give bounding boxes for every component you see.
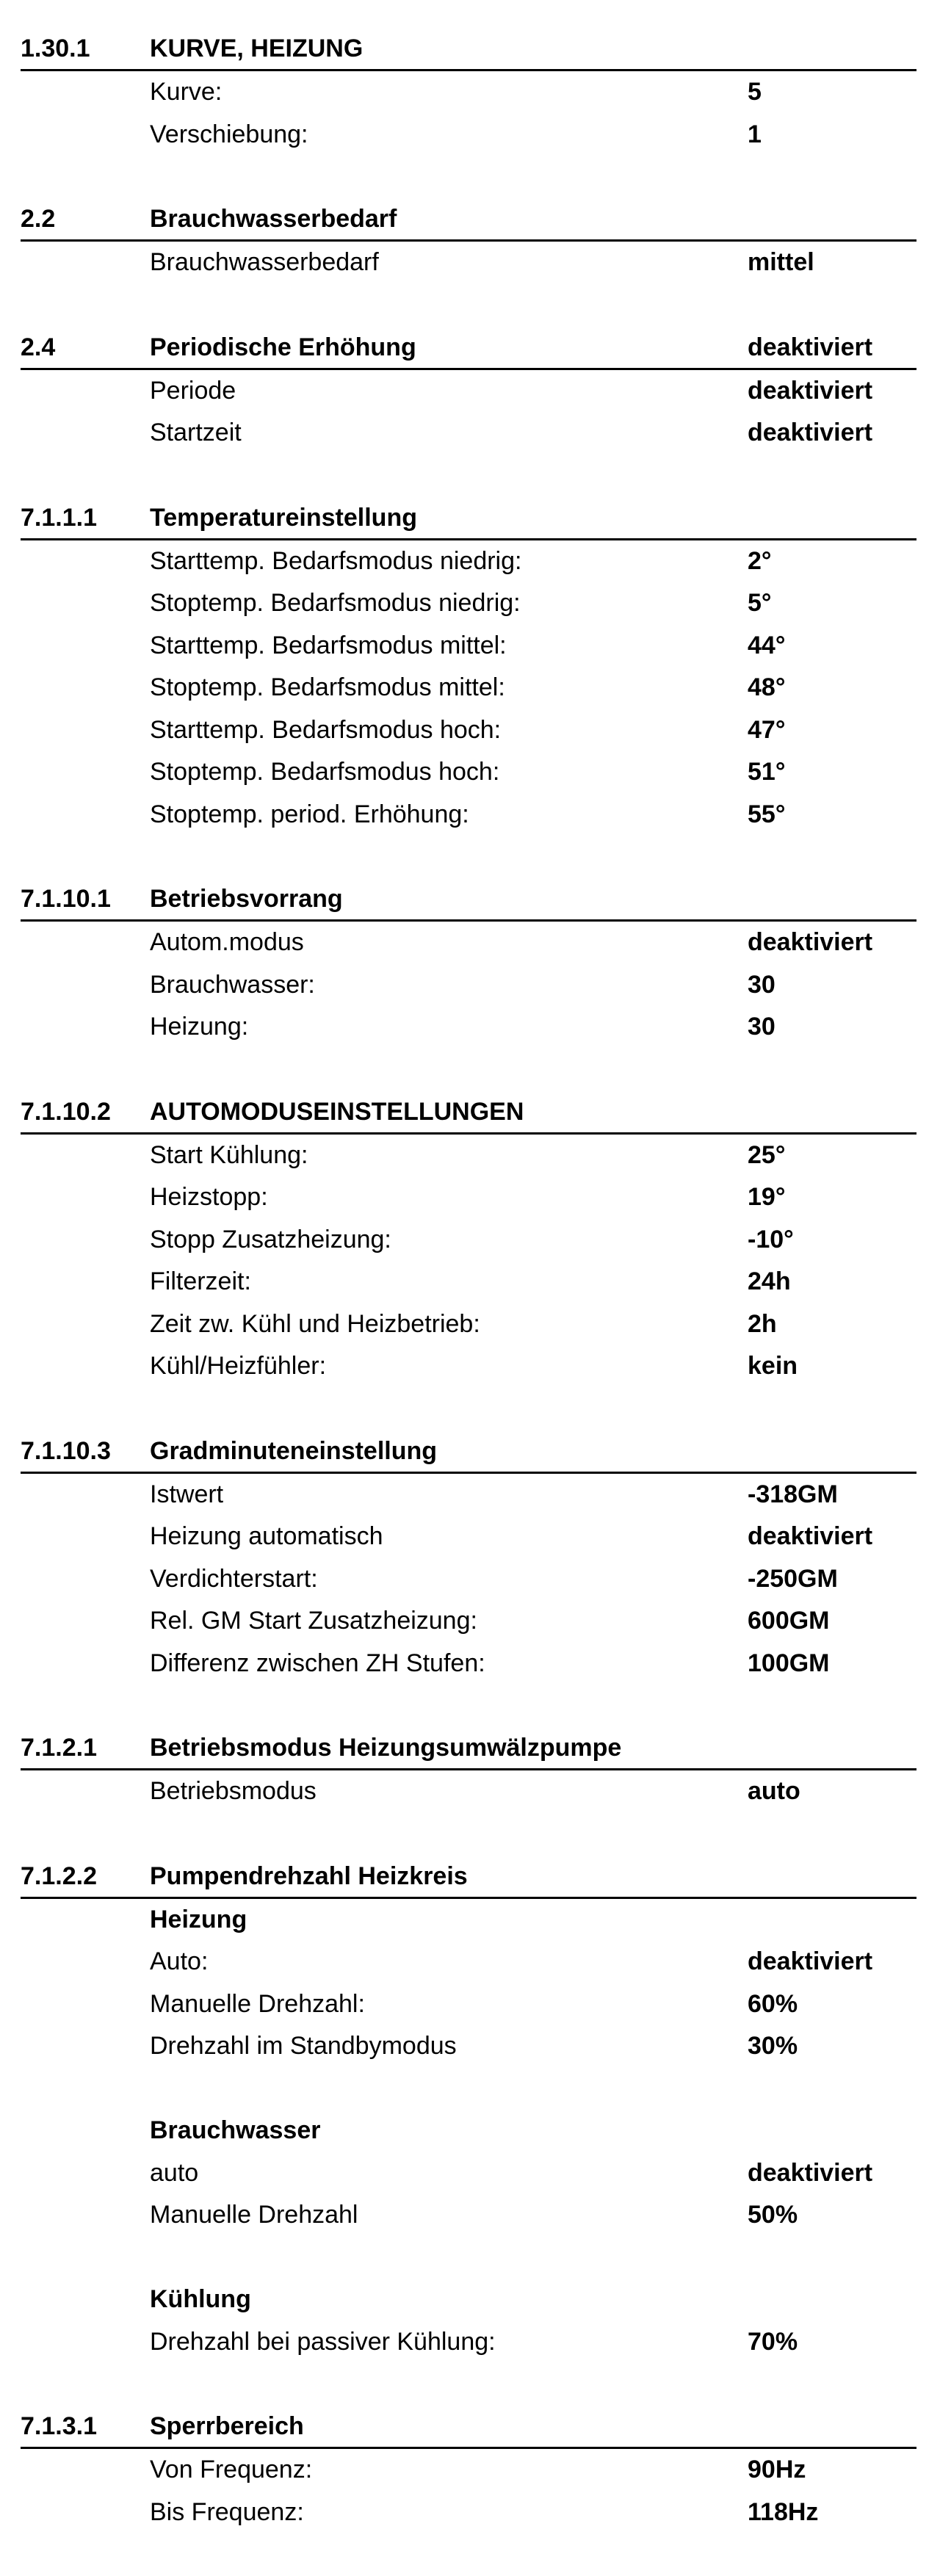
- setting-label: Heizung:: [150, 1013, 249, 1041]
- setting-value: 24h: [748, 1267, 791, 1295]
- setting-label: Auto:: [150, 1947, 209, 1975]
- setting-row: [21, 370, 916, 413]
- setting-row: [21, 964, 916, 1007]
- settings-section: [21, 327, 916, 455]
- setting-label: Bis Frequenz:: [150, 2497, 304, 2526]
- section-title: Sperrbereich: [150, 2412, 304, 2440]
- section-header: [21, 28, 916, 71]
- setting-value: 25°: [748, 1140, 786, 1169]
- setting-value: 70%: [748, 2327, 798, 2356]
- setting-label: Brauchwasserbedarf: [150, 248, 379, 276]
- setting-row: [21, 2492, 916, 2534]
- section-title: Betriebsvorrang: [150, 885, 343, 913]
- setting-rows: [21, 1135, 916, 1388]
- setting-value: 60%: [748, 1989, 798, 2018]
- setting-label: Von Frequenz:: [150, 2456, 313, 2483]
- setting-label: Rel. GM Start Zusatzheizung:: [150, 1607, 477, 1635]
- setting-value: deaktiviert: [748, 1947, 873, 1975]
- setting-label: Istwert: [150, 1480, 224, 1508]
- settings-document: [21, 28, 916, 2576]
- setting-label: Autom.modus: [150, 928, 304, 956]
- subsection-heading-row: [21, 2279, 916, 2321]
- setting-row: [21, 625, 916, 667]
- setting-row: [21, 1219, 916, 1262]
- setting-rows: [21, 242, 916, 284]
- setting-value: 48°: [748, 673, 786, 701]
- subsection-title: Heizung: [150, 1905, 247, 1933]
- setting-rows: [21, 1474, 916, 1685]
- setting-value: 90Hz: [748, 2456, 806, 2483]
- section-header: [21, 1430, 916, 1474]
- section-header: [21, 497, 916, 540]
- setting-rows: [21, 540, 916, 836]
- section-title: KURVE, HEIZUNG: [150, 35, 364, 62]
- section-title: Pumpendrehzahl Heizkreis: [150, 1862, 468, 1890]
- setting-value: 47°: [748, 715, 786, 744]
- section-header: [21, 1856, 916, 1899]
- section-title: Betriebsmodus Heizungsumwälzpumpe: [150, 1734, 622, 1762]
- setting-rows: [21, 2449, 916, 2533]
- setting-value: mittel: [748, 248, 814, 276]
- setting-value: 19°: [748, 1183, 786, 1211]
- setting-row: [21, 1600, 916, 1643]
- setting-row: [21, 2025, 916, 2068]
- section-number: 7.1.2.1: [21, 1734, 97, 1762]
- setting-value: 30: [748, 970, 776, 999]
- setting-row: [21, 1558, 916, 1601]
- section-title: Brauchwasserbedarf: [150, 205, 397, 233]
- setting-row: [21, 2194, 916, 2237]
- row-spacer: [21, 2237, 916, 2279]
- setting-label: Brauchwasser:: [150, 970, 315, 999]
- setting-row: [21, 242, 916, 284]
- setting-rows: [21, 1899, 916, 2364]
- setting-row: [21, 540, 916, 583]
- setting-row: [21, 1643, 916, 1685]
- setting-value: 51°: [748, 758, 786, 786]
- section-number: 7.1.3.1: [21, 2412, 97, 2440]
- setting-label: Differenz zwischen ZH Stufen:: [150, 1649, 485, 1677]
- setting-row: [21, 794, 916, 836]
- section-header: [21, 327, 916, 370]
- section-number: 7.1.10.3: [21, 1436, 111, 1465]
- settings-section: [21, 1091, 916, 1388]
- section-number: 2.2: [21, 205, 56, 233]
- setting-value: deaktiviert: [748, 376, 873, 405]
- setting-value: auto: [748, 1777, 800, 1805]
- setting-label: Starttemp. Bedarfsmodus hoch:: [150, 715, 502, 744]
- setting-label: Zeit zw. Kühl und Heizbetrieb:: [150, 1309, 480, 1338]
- setting-row: [21, 71, 916, 114]
- settings-section: [21, 2406, 916, 2533]
- section-number: 2.4: [21, 333, 56, 361]
- setting-value: 5°: [748, 589, 772, 617]
- setting-value: -318GM: [748, 1480, 838, 1508]
- setting-value: -250GM: [748, 1564, 838, 1593]
- setting-value: kein: [748, 1352, 798, 1380]
- setting-label: auto: [150, 2158, 199, 2187]
- setting-row: [21, 1474, 916, 1516]
- setting-value: 118Hz: [748, 2497, 819, 2526]
- subsection-heading-row: [21, 1899, 916, 1942]
- settings-section: [21, 28, 916, 156]
- setting-row: [21, 1135, 916, 1177]
- setting-label: Stoptemp. Bedarfsmodus hoch:: [150, 758, 500, 786]
- setting-row: [21, 1345, 916, 1388]
- setting-label: Heizung automatisch: [150, 1522, 383, 1550]
- setting-row: [21, 1303, 916, 1346]
- setting-value: 2h: [748, 1309, 777, 1338]
- setting-label: Filterzeit:: [150, 1267, 251, 1295]
- settings-section: [21, 198, 916, 284]
- setting-row: [21, 582, 916, 625]
- section-title: Temperatureinstellung: [150, 503, 417, 532]
- setting-label: Periode: [150, 376, 236, 405]
- setting-row: [21, 751, 916, 794]
- setting-label: Manuelle Drehzahl: [150, 2201, 358, 2229]
- setting-row: [21, 2449, 916, 2492]
- section-number: 7.1.10.1: [21, 885, 111, 913]
- section-header-value: deaktiviert: [748, 333, 873, 361]
- setting-rows: [21, 922, 916, 1049]
- setting-row: [21, 2321, 916, 2364]
- setting-value: 100GM: [748, 1649, 830, 1677]
- row-spacer: [21, 2068, 916, 2110]
- setting-row: [21, 1176, 916, 1219]
- setting-value: deaktiviert: [748, 1522, 873, 1550]
- settings-section: [21, 497, 916, 836]
- setting-value: 44°: [748, 631, 786, 659]
- setting-label: Betriebsmodus: [150, 1777, 317, 1805]
- setting-label: Startzeit: [150, 419, 242, 446]
- section-header: [21, 1727, 916, 1770]
- setting-row: [21, 1261, 916, 1303]
- setting-label: Kurve:: [150, 78, 223, 106]
- section-title: Periodische Erhöhung: [150, 333, 416, 361]
- setting-label: Verschiebung:: [150, 120, 308, 148]
- setting-value: deaktiviert: [748, 2158, 873, 2187]
- setting-rows: [21, 370, 916, 455]
- settings-section: [21, 1430, 916, 1685]
- setting-label: Heizstopp:: [150, 1183, 268, 1211]
- setting-row: [21, 1006, 916, 1049]
- setting-label: Stopp Zusatzheizung:: [150, 1225, 391, 1253]
- section-header: [21, 198, 916, 242]
- setting-row: [21, 2152, 916, 2195]
- setting-label: Verdichterstart:: [150, 1564, 318, 1593]
- setting-label: Kühl/Heizfühler:: [150, 1352, 327, 1380]
- setting-label: Manuelle Drehzahl:: [150, 1989, 365, 2018]
- settings-section: [21, 1856, 916, 2364]
- subsection-title: Kühlung: [150, 2285, 251, 2313]
- setting-value: 30: [748, 1013, 776, 1041]
- setting-label: Stoptemp. Bedarfsmodus niedrig:: [150, 589, 521, 617]
- setting-label: Stoptemp. Bedarfsmodus mittel:: [150, 673, 505, 701]
- setting-rows: [21, 1770, 916, 1813]
- setting-value: 600GM: [748, 1607, 830, 1635]
- setting-label: Drehzahl bei passiver Kühlung:: [150, 2327, 496, 2356]
- setting-label: Start Kühlung:: [150, 1140, 308, 1169]
- section-number: 7.1.2.2: [21, 1862, 97, 1890]
- section-header: [21, 1091, 916, 1135]
- section-header: [21, 2406, 916, 2449]
- section-number: 7.1.1.1: [21, 503, 97, 532]
- setting-row: [21, 412, 916, 455]
- setting-row: [21, 709, 916, 752]
- setting-row: [21, 1516, 916, 1558]
- setting-row: [21, 667, 916, 709]
- setting-row: [21, 1941, 916, 1983]
- setting-label: Stoptemp. period. Erhöhung:: [150, 800, 469, 828]
- setting-value: 50%: [748, 2201, 798, 2229]
- setting-value: 55°: [748, 800, 786, 828]
- setting-row: [21, 1983, 916, 2026]
- setting-value: 2°: [748, 546, 772, 575]
- setting-rows: [21, 71, 916, 156]
- setting-value: 5: [748, 78, 762, 106]
- settings-section: [21, 878, 916, 1049]
- setting-label: Drehzahl im Standbymodus: [150, 2032, 457, 2060]
- settings-section: [21, 1727, 916, 1813]
- section-header: [21, 878, 916, 922]
- setting-value: deaktiviert: [748, 419, 873, 446]
- setting-value: 30%: [748, 2032, 798, 2060]
- subsection-heading-row: [21, 2110, 916, 2152]
- setting-row: [21, 114, 916, 156]
- setting-label: Starttemp. Bedarfsmodus niedrig:: [150, 546, 522, 575]
- setting-value: -10°: [748, 1225, 794, 1253]
- setting-row: [21, 922, 916, 964]
- section-title: Gradminuteneinstellung: [150, 1436, 438, 1465]
- setting-row: [21, 1770, 916, 1813]
- setting-label: Starttemp. Bedarfsmodus mittel:: [150, 631, 507, 659]
- section-number: 7.1.10.2: [21, 1097, 111, 1126]
- setting-value: 1: [748, 120, 762, 148]
- section-number: 1.30.1: [21, 35, 90, 62]
- subsection-title: Brauchwasser: [150, 2116, 321, 2144]
- section-title: AUTOMODUSEINSTELLUNGEN: [150, 1097, 524, 1126]
- setting-value: deaktiviert: [748, 928, 873, 956]
